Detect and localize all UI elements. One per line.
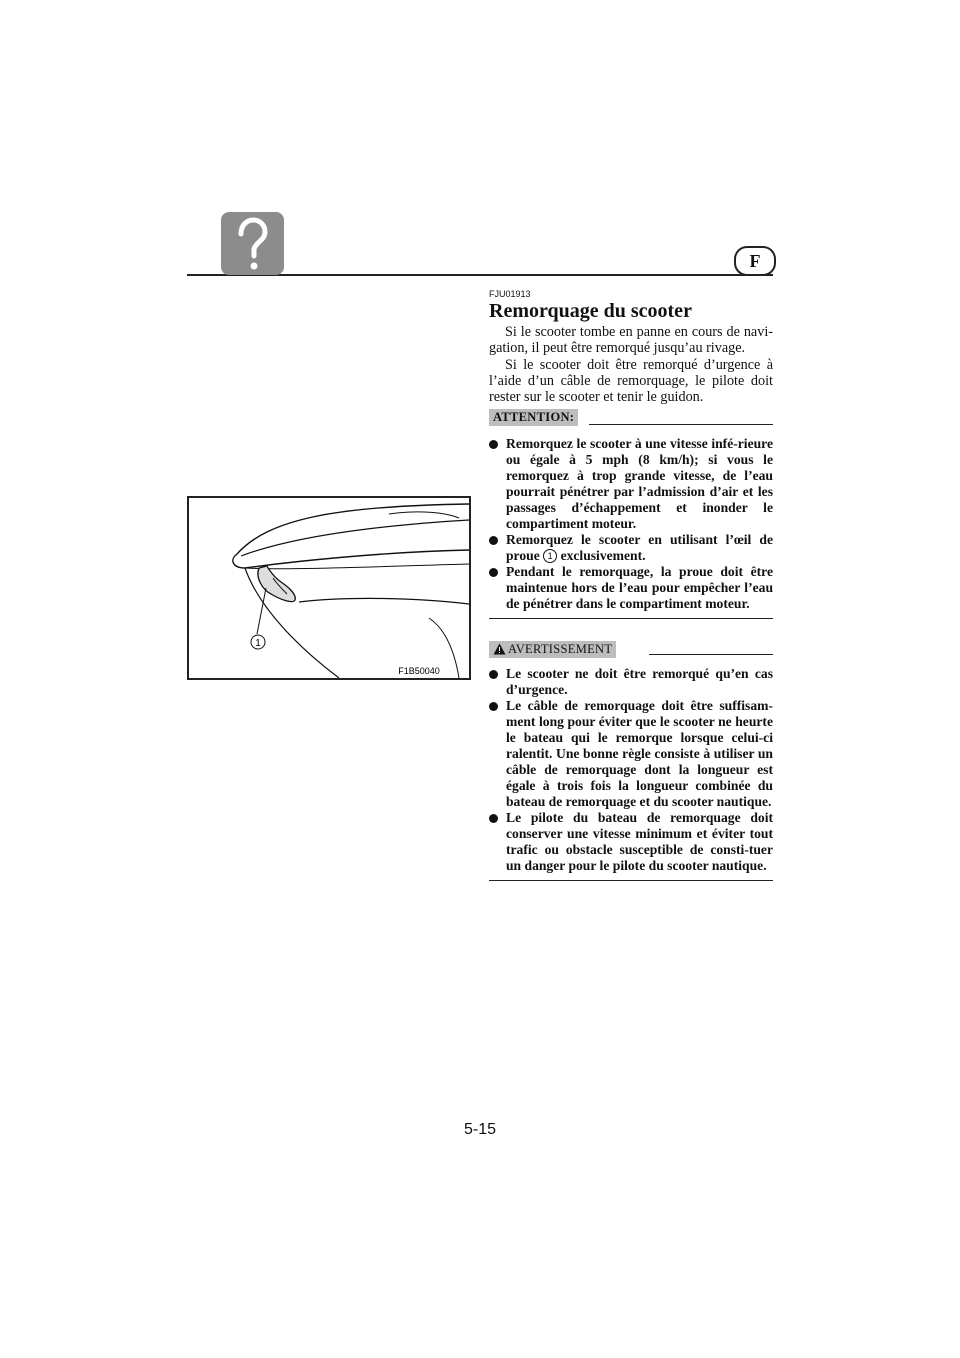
figure-callout: 1: [255, 638, 261, 649]
attention-block: [489, 408, 773, 619]
towing-eye-illustration: [187, 496, 471, 680]
warning-label-box: [489, 641, 616, 658]
warning-item-3: Le pilote du bateau de remorquage doit conserver une vitesse minimum et éviter tout trafic ou obstacle susceptible de consti-tuer un danger pour le pilote du scooter nautique.: [489, 810, 773, 874]
attention-item-1: Remorquez le scooter à une vitesse infé-rieure ou égale à 5 mph (8 km/h); si vous le remorquez à trop grande vitesse, de l’eau pourrait pénétrer par l’admission d’air et les passages d’échappement et inonder le compartiment moteur.: [489, 436, 773, 532]
warning-block: [489, 640, 773, 881]
warning-triangle-icon: [493, 643, 506, 655]
section-title: Remorquage du scooter: [489, 300, 692, 322]
warning-label: AVERTISSEMENT: [508, 642, 613, 656]
warning-item-2: Le câble de remorquage doit être suffisam-ment long pour éviter que le scooter ne heurte le bateau qui le remorque lorsque celui-ci ralentit. Une bonne règle consiste à utiliser un câble de remorquage dont la longueur est égale à trois fois la longueur combinée du bateau de remorquage et du scooter nautique.: [489, 698, 773, 810]
paragraph-2: Si le scooter doit être remorqué d’urgence à l’aide d’un câble de remorquage, le pilote doit rester sur le scooter et tenir le guidon.: [489, 357, 773, 405]
warning-bottom-rule: [489, 880, 773, 881]
page-number: 5-15: [463, 1121, 497, 1138]
callout-icon: 1: [543, 549, 557, 563]
attention-label: ATTENTION:: [489, 409, 578, 426]
attention-item-3: Pendant le remorquage, la proue doit être maintenue hors de l’eau pour empêcher l’eau de pénétrer dans le compartiment moteur.: [489, 564, 773, 612]
paragraph-1: Si le scooter tombe en panne en cours de navi-gation, il peut être remorqué jusqu’au rivage.: [489, 324, 773, 356]
question-mark-icon: [221, 212, 284, 275]
section-code: FJU01913: [489, 289, 531, 299]
warning-item-1: Le scooter ne doit être remorqué qu’en cas d’urgence.: [489, 666, 773, 698]
warning-rule: [649, 654, 773, 655]
language-badge: F: [734, 246, 776, 276]
attention-item-2: Remorquez le scooter en utilisant l’œil de proue 1 exclusivement.: [489, 532, 773, 564]
attention-rule: [589, 424, 773, 425]
attention-bottom-rule: [489, 618, 773, 619]
figure-code: F1B50040: [398, 666, 440, 676]
